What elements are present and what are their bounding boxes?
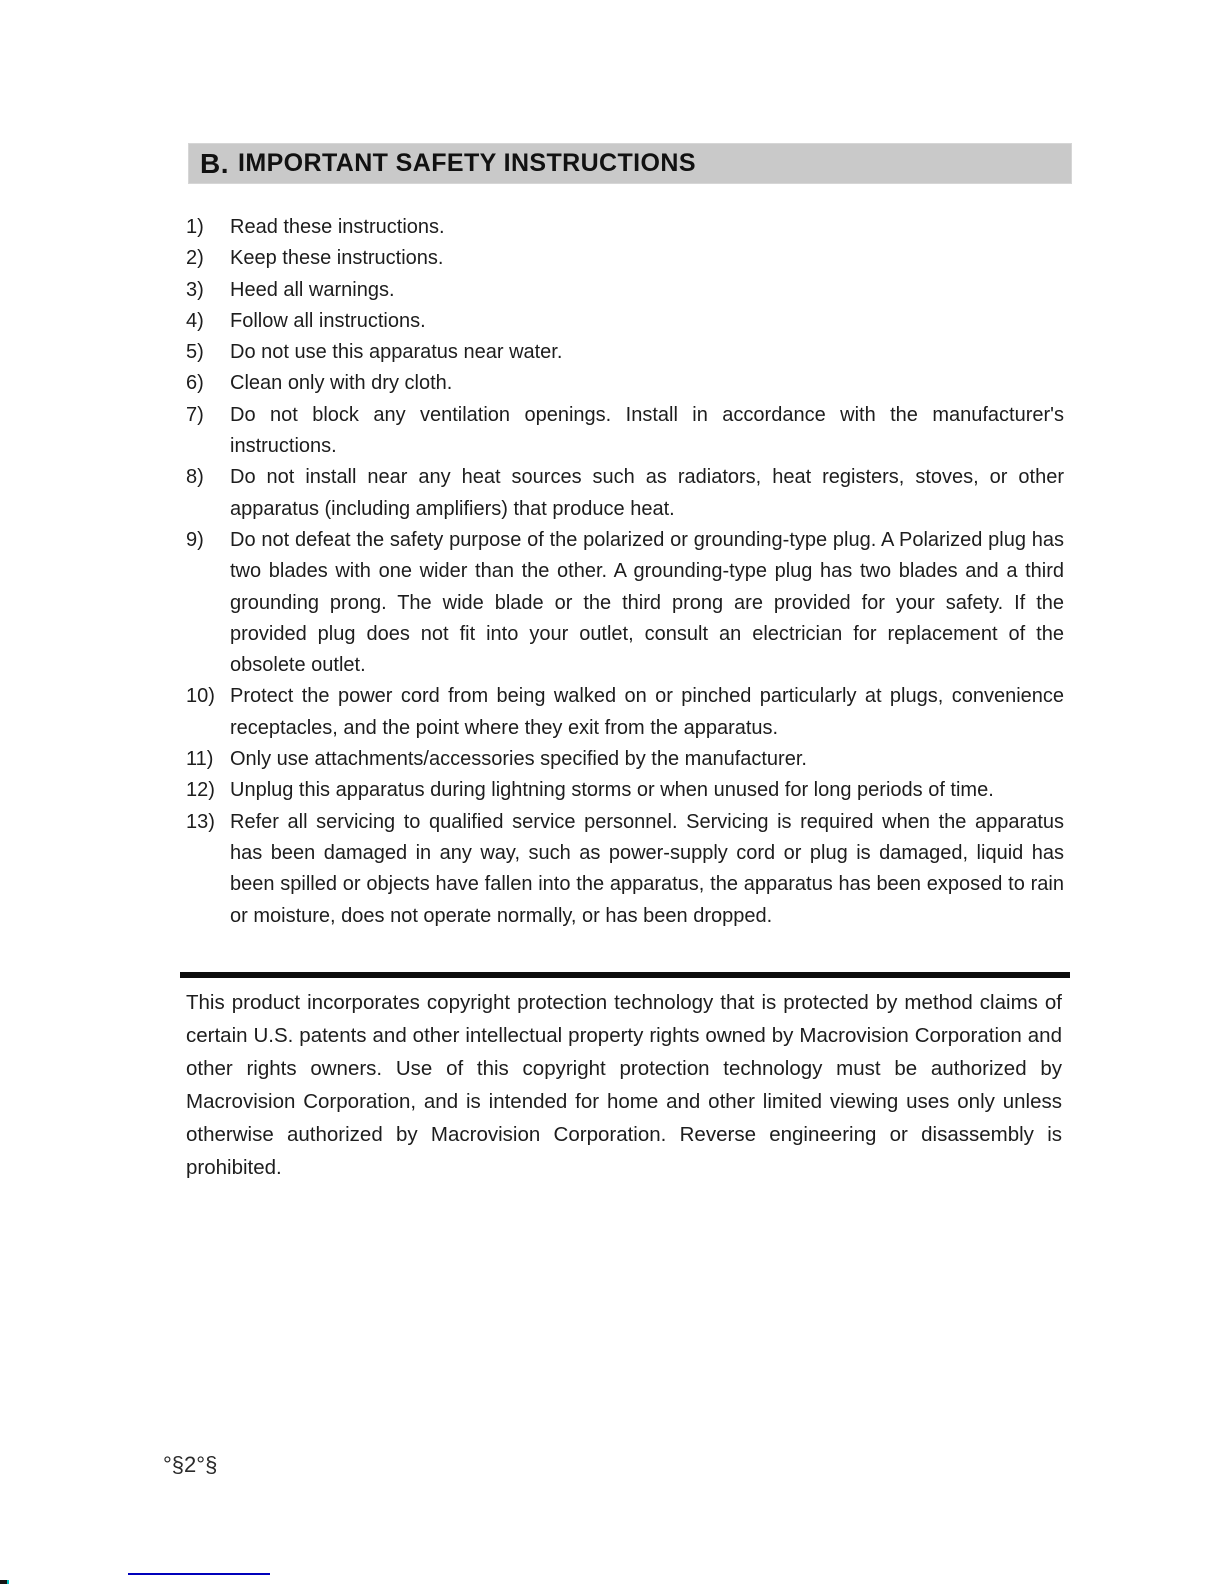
item-text: Clean only with dry cloth. xyxy=(230,372,453,395)
item-number: 6) xyxy=(186,372,204,395)
list-item xyxy=(186,525,1064,681)
safety-instructions-list xyxy=(186,212,1064,932)
page-number-marker: °§2°§ xyxy=(163,1452,218,1477)
item-number: 9) xyxy=(186,528,204,551)
item-number: 5) xyxy=(186,341,204,364)
item-number: 11) xyxy=(186,748,214,771)
list-item xyxy=(186,275,1064,306)
item-number: 7) xyxy=(186,403,204,426)
list-item xyxy=(186,243,1064,274)
macrovision-copyright-notice: This product incorporates copyright protection technology that is protected by method claims of certain U.S. patents and other intellectual property rights owned by Macrovision Corporation and other rights owners. Use of this copyright protection technology must be authorized by Macrovision Corporation, and is intended for home and other limited viewing uses only unless otherwise authorized by Macrovision Corporation. Reverse engineering or disassembly is prohibited. xyxy=(186,991,1062,1179)
list-item xyxy=(186,462,1064,525)
section-header-bar xyxy=(188,143,1072,184)
list-item xyxy=(186,775,1064,806)
list-item xyxy=(186,212,1064,243)
item-text: Unplug this apparatus during lightning storms or when unused for long periods of time. xyxy=(230,779,994,802)
item-text: Only use attachments/accessories specified by the manufacturer. xyxy=(230,748,807,771)
list-item xyxy=(186,744,1064,775)
item-text: Do not install near any heat sources such as radiators, heat registers, stoves, or other apparatus (including amplifiers) that produce heat. xyxy=(230,466,1064,520)
scan-artifact xyxy=(0,1580,9,1584)
item-text: Protect the power cord from being walked on or pinched particularly at plugs, convenience receptacles, and the point where they exit from the apparatus. xyxy=(230,685,1064,739)
item-text: Keep these instructions. xyxy=(230,247,444,270)
list-item xyxy=(186,400,1064,463)
item-number: 10) xyxy=(186,685,215,708)
item-number: 4) xyxy=(186,309,204,332)
section-letter: B. xyxy=(200,147,229,179)
item-number: 2) xyxy=(186,247,204,270)
list-item xyxy=(186,807,1064,932)
item-text: Do not use this apparatus near water. xyxy=(230,341,563,364)
item-number: 8) xyxy=(186,466,204,489)
list-item xyxy=(186,681,1064,744)
item-text: Do not block any ventilation openings. Install in accordance with the manufacturer's instructions. xyxy=(230,403,1064,458)
item-text: Heed all warnings. xyxy=(230,278,395,301)
list-item xyxy=(186,368,1064,399)
list-item xyxy=(186,306,1064,337)
section-title: IMPORTANT SAFETY INSTRUCTIONS xyxy=(238,149,696,177)
section-divider-rule xyxy=(180,972,1070,978)
bottom-blue-line xyxy=(128,1573,270,1575)
item-text: Read these instructions. xyxy=(230,216,445,238)
item-text: Refer all servicing to qualified service personnel. Servicing is required when the apparatus has been damaged in any way, such as power-supply cord or plug is damaged, liquid has been spilled or objects have fallen into the apparatus, the apparatus has been exposed to rain or moisture, does not operate normally, or has been dropped. xyxy=(230,810,1064,927)
item-number: 1) xyxy=(186,216,204,238)
item-number: 3) xyxy=(186,278,204,301)
item-number: 13) xyxy=(186,810,215,833)
list-item xyxy=(186,337,1064,368)
item-text: Do not defeat the safety purpose of the polarized or grounding-type plug. A Polarized plug has two blades with one wider than the other. A grounding-type plug has two blades and a third grounding prong. The wide blade or the third prong are provided for your safety. If the provided plug does not fit into your outlet, consult an electrician for replacement of the obsolete outlet. xyxy=(230,528,1064,677)
item-number: 12) xyxy=(186,779,215,802)
item-text: Follow all instructions. xyxy=(230,309,426,332)
